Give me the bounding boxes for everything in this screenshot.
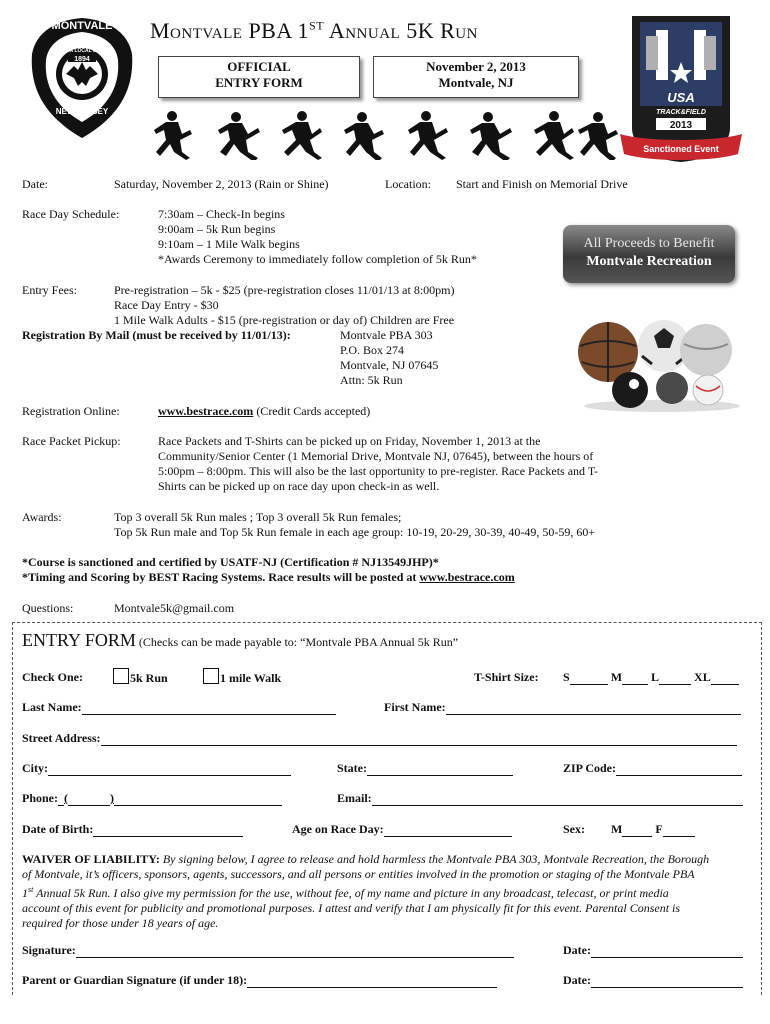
- badge-top-text: MONTVALE: [51, 20, 113, 32]
- first-name-row: [384, 700, 741, 715]
- waiver-line3-sup: st: [28, 885, 34, 894]
- size-l-label: L: [651, 670, 660, 684]
- email-row: [337, 791, 743, 806]
- mail-address-line: P.O. Box 274: [340, 343, 405, 357]
- email-field[interactable]: [372, 793, 743, 806]
- timing-note-text: *Timing and Scoring by BEST Racing Systems. Race results will be posted at: [22, 570, 420, 584]
- fee-item: 1 Mile Walk Adults - $15 (pre-registration or day of) Children are Free: [114, 313, 455, 327]
- bestrace-link[interactable]: www.bestrace.com: [158, 404, 254, 418]
- size-l-field[interactable]: [659, 672, 691, 685]
- state-field[interactable]: [367, 763, 513, 776]
- sex-m-field[interactable]: [622, 824, 652, 837]
- option-walk-label: 1 mile Walk: [220, 671, 282, 685]
- signature-row: [22, 943, 514, 958]
- usatf-brand: USA: [667, 90, 695, 105]
- phone-label: Phone:: [22, 791, 58, 805]
- location-value: Start and Finish on Memorial Drive: [456, 177, 628, 191]
- signature-label: Signature:: [22, 943, 76, 957]
- online-label: Registration Online:: [22, 404, 120, 418]
- street-field[interactable]: [101, 733, 737, 746]
- proceeds-banner: [563, 225, 735, 283]
- proceeds-line1: All Proceeds to Benefit: [583, 236, 715, 251]
- entry-form-note: (Checks can be made payable to: “Montvale PBA Annual 5k Run”: [135, 635, 459, 649]
- pickup-line: 5:00pm – 8:00pm. This will also be the last opportunity to pre-register. Race Packets and T-: [158, 464, 599, 478]
- waiver-label: WAIVER OF LIABILITY:: [22, 852, 160, 866]
- proceeds-line2: Montvale Recreation: [586, 254, 712, 269]
- last-name-label: Last Name:: [22, 700, 82, 714]
- first-name-field[interactable]: [446, 702, 741, 715]
- pba-badge-logo: [28, 14, 136, 142]
- city-row: [22, 761, 291, 776]
- last-name-field[interactable]: [82, 702, 336, 715]
- waiver-line: account of this event for publicity and promotional purposes. I attest and verify that I am physically fit for this event. Parental Consent is: [22, 901, 681, 915]
- schedule-label: Race Day Schedule:: [22, 207, 120, 221]
- waiver-line: Annual 5k Run. I also give my permission for the use, without fee, of my name and picture in any broadcast, telecast, or print media: [33, 886, 669, 900]
- sex-f-label: F: [655, 822, 663, 836]
- sex-m-label: M: [611, 822, 623, 836]
- fees-label: Entry Fees:: [22, 283, 77, 297]
- runners-silhouette-image: [150, 108, 620, 160]
- zip-field[interactable]: [616, 763, 742, 776]
- date1-label: Date:: [563, 943, 591, 957]
- timing-note: [22, 570, 515, 585]
- option-5k-label: 5k Run: [130, 671, 168, 685]
- zip-label: ZIP Code:: [563, 761, 617, 775]
- date1-row: [563, 943, 743, 958]
- sex-f-field[interactable]: [663, 824, 695, 837]
- email-label: Email:: [337, 791, 372, 805]
- date-label: Date:: [22, 177, 48, 191]
- pickup-line: Shirts can be picked up on race day upon check-in as well.: [158, 479, 440, 493]
- date1-field[interactable]: [591, 945, 743, 958]
- waiver-line3-pre: 1: [22, 886, 28, 900]
- check-one-label: Check One:: [22, 670, 83, 684]
- date2-row: [563, 973, 743, 988]
- signature-field[interactable]: [76, 945, 514, 958]
- dob-field[interactable]: [93, 824, 243, 837]
- entry-form-heading: [22, 630, 458, 651]
- guardian-row: [22, 973, 497, 988]
- last-name-row: [22, 700, 336, 715]
- title-pre: Montvale PBA 1: [150, 18, 310, 43]
- title-sup: ST: [309, 18, 325, 33]
- title-post: Annual 5K Run: [324, 18, 478, 43]
- entry-form-title: ENTRY FORM: [22, 630, 136, 650]
- option-5k-run[interactable]: [113, 668, 168, 686]
- schedule-item: 9:00am – 5k Run begins: [158, 222, 276, 236]
- usatf-tag: Sanctioned Event: [643, 144, 719, 154]
- street-label: Street Address:: [22, 731, 101, 745]
- awards-label: Awards:: [22, 510, 62, 524]
- online-note: (Credit Cards accepted): [253, 404, 371, 418]
- date2-field[interactable]: [591, 975, 743, 988]
- dob-label: Date of Birth:: [22, 822, 94, 836]
- guardian-label: Parent or Guardian Signature (if under 18):: [22, 973, 248, 987]
- city-label: City:: [22, 761, 48, 775]
- waiver-line: of Montvale, it’s officers, sponsors, agents, successors, and all persons or entities involved in the promotion or staging of the Montvale PBA: [22, 867, 695, 881]
- box2-line1: November 2, 2013: [426, 59, 526, 74]
- size-s-label: S: [563, 670, 570, 684]
- checkbox-1-mile-walk[interactable]: [203, 668, 219, 684]
- phone-open: (: [64, 791, 68, 805]
- phone-row: [22, 791, 282, 806]
- badge-bottom-text: NEW JERSEY: [55, 107, 109, 116]
- city-field[interactable]: [48, 763, 291, 776]
- results-link[interactable]: www.bestrace.com: [419, 570, 515, 584]
- tshirt-size-label: T-Shirt Size:: [474, 670, 539, 684]
- option-1-mile-walk[interactable]: [203, 668, 281, 686]
- badge-year-text: 1894: [74, 56, 90, 63]
- box2-line2: Montvale, NJ: [438, 75, 514, 90]
- awards-line: Top 3 overall 5k Run males ; Top 3 overall 5k Run females;: [114, 510, 402, 524]
- area-code-field[interactable]: [68, 793, 110, 806]
- checkbox-5k-run[interactable]: [113, 668, 129, 684]
- waiver-text: [22, 852, 752, 931]
- usatf-sanctioned-badge: [616, 10, 746, 164]
- waiver-line: By signing below, I agree to release and hold harmless the Montvale PBA 303, Montvale Recreation, the Borough: [159, 852, 710, 866]
- age-row: [292, 822, 512, 837]
- box1-line2: ENTRY FORM: [215, 75, 303, 90]
- size-m-label: M: [610, 670, 623, 684]
- fee-item: Race Day Entry - $30: [114, 298, 219, 312]
- date-value: Saturday, November 2, 2013 (Rain or Shine): [114, 177, 329, 191]
- mail-address-line: Montvale, NJ 07645: [340, 358, 439, 372]
- usatf-sub: TRACK&FIELD: [656, 109, 706, 116]
- age-field[interactable]: [384, 824, 512, 837]
- sex-row: [563, 822, 695, 837]
- size-m-field[interactable]: [622, 672, 648, 685]
- pickup-label: Race Packet Pickup:: [22, 434, 121, 448]
- schedule-item: 9:10am – 1 Mile Walk begins: [158, 237, 300, 251]
- fee-item: Pre-registration – 5k - $25 (pre-registration closes 11/01/13 at 8:00pm): [114, 283, 455, 297]
- first-name-label: First Name:: [384, 700, 446, 714]
- zip-row: [563, 761, 742, 776]
- pickup-line: Community/Senior Center (1 Memorial Drive, Montvale NJ, 07645), between the hours of: [158, 449, 594, 463]
- state-label: State:: [337, 761, 367, 775]
- questions-label: Questions:: [22, 601, 74, 615]
- page-title: [150, 18, 478, 44]
- date2-label: Date:: [563, 973, 591, 987]
- size-xl-label: XL: [694, 670, 711, 684]
- street-row: [22, 731, 737, 746]
- usatf-year: 2013: [669, 120, 693, 131]
- size-s-field[interactable]: [570, 672, 608, 685]
- waiver-line: required for those under 18 years of age.: [22, 916, 219, 930]
- guardian-signature-field[interactable]: [247, 975, 497, 988]
- box1-line1: OFFICIAL: [227, 59, 291, 74]
- official-entry-form-box: [158, 56, 360, 98]
- state-row: [337, 761, 513, 776]
- schedule-item: *Awards Ceremony to immediately follow completion of 5k Run*: [158, 252, 477, 266]
- online-value: [158, 404, 370, 419]
- questions-email[interactable]: Montvale5k@gmail.com: [114, 601, 235, 615]
- sanction-note: *Course is sanctioned and certified by USATF-NJ (Certification # NJ13549JHP)*: [22, 555, 439, 569]
- tshirt-size-fields: [563, 670, 739, 685]
- date-location-box: [373, 56, 579, 98]
- mail-label: Registration By Mail (must be received by 11/01/13):: [22, 328, 291, 342]
- schedule-item: 7:30am – Check-In begins: [158, 207, 285, 221]
- sports-balls-image: [572, 306, 742, 416]
- mail-address-line: Montvale PBA 303: [340, 328, 433, 342]
- location-label: Location:: [385, 177, 431, 191]
- sex-label: Sex:: [563, 822, 585, 836]
- phone-field[interactable]: [114, 793, 282, 806]
- awards-line: Top 5k Run male and Top 5k Run female in each age group: 10-19, 20-29, 30-39, 40-49, 50-59, 60+: [114, 525, 596, 539]
- size-xl-field[interactable]: [711, 672, 739, 685]
- pickup-line: Race Packets and T-Shirts can be picked up on Friday, November 1, 2013 at the: [158, 434, 541, 448]
- mail-address-line: Attn: 5k Run: [340, 373, 403, 387]
- age-label: Age on Race Day:: [292, 822, 384, 836]
- badge-ring-text: PBA LOCAL 303: [62, 48, 102, 54]
- phone-close: ): [110, 791, 114, 805]
- dob-row: [22, 822, 243, 837]
